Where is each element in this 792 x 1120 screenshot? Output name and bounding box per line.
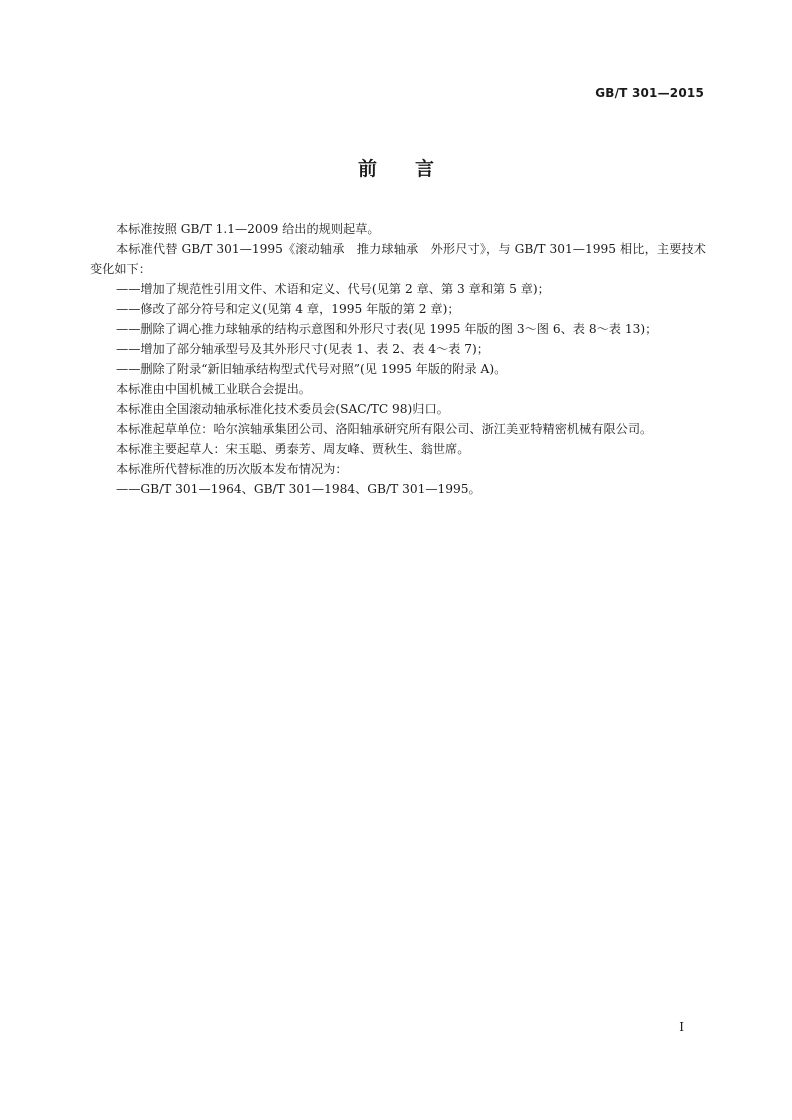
foreword-body	[90, 219, 706, 499]
list-item: ——修改了部分符号和定义(见第 4 章，1995 年版的第 2 章)；	[116, 302, 460, 316]
page-title: 前言	[357, 158, 472, 180]
paragraph-centralized-by: 本标准由全国滚动轴承标准化技术委员会(SAC/TC 98)归口。	[116, 402, 449, 416]
standard-code: GB/T 301—2015	[595, 86, 704, 100]
list-item: ——增加了规范性引用文件、术语和定义、代号(见第 2 章、第 3 章和第 5 章)；	[116, 282, 550, 296]
list-item: ——GB/T 301—1964、GB/T 301—1984、GB/T 301—1995。	[116, 482, 481, 496]
paragraph-drafting-rules: 本标准按照 GB/T 1.1—2009 给出的规则起草。	[116, 222, 380, 236]
list-item: ——删除了附录“新旧轴承结构型式代号对照”(见 1995 年版的附录 A)。	[116, 362, 507, 376]
paragraph-proposed-by: 本标准由中国机械工业联合会提出。	[116, 382, 311, 396]
paragraph-replaces: 本标准代替 GB/T 301—1995《滚动轴承 推力球轴承 外形尺寸》，与 GB/T 301—1995 相比，主要技术变化如下：	[90, 242, 706, 276]
list-item: ——删除了调心推力球轴承的结构示意图和外形尺寸表(见 1995 年版的图 3～图 6、表 8～表 13)；	[116, 322, 658, 336]
paragraph-history-intro: 本标准所代替标准的历次版本发布情况为：	[116, 462, 348, 476]
list-item: ——增加了部分轴承型号及其外形尺寸(见表 1、表 2、表 4～表 7)；	[116, 342, 489, 356]
page-number: I	[679, 1020, 684, 1034]
history-list	[90, 479, 706, 499]
changes-list	[90, 279, 706, 379]
paragraph-drafting-units: 本标准起草单位：哈尔滨轴承集团公司、洛阳轴承研究所有限公司、浙江美亚特精密机械有限公司。	[116, 422, 653, 436]
paragraph-drafters: 本标准主要起草人：宋玉聪、勇泰芳、周友峰、贾秋生、翁世席。	[116, 442, 470, 456]
